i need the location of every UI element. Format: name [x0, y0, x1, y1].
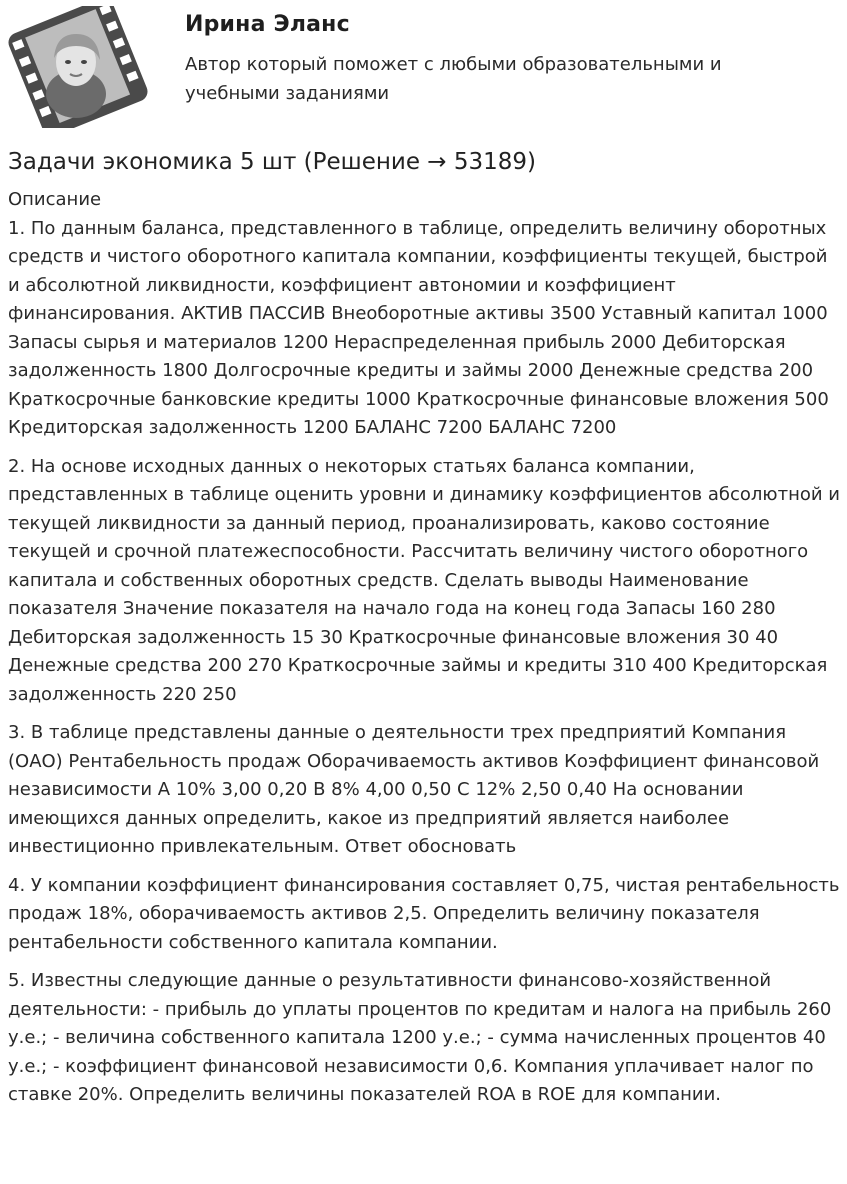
task-item: 1. По данным баланса, представленного в таблице, определить величину оборотных средств и чистого оборотного капитала компании, коэффициенты текущей, быстрой и абсолютной ликвидности, коэффициент автономии и коэффициент финансирования. АКТИВ ПАССИВ Внеоборотные активы 3500 Уставный капитал 1000 Запасы сырья и материалов 1200 Нераспределенная прибыль 2000 Дебиторская задолженность 1800 Долгосрочные кредиты и займы 2000 Денежные средства 200 Краткосрочные банковские кредиты 1000 Краткосрочные финансовые вложения 500 Кредиторская задолженность 1200 БАЛАНС 7200 БАЛАНС 7200 [8, 217, 829, 438]
avatar-film-frame-image [6, 6, 150, 128]
task-item: 4. У компании коэффициент финансирования составляет 0,75, чистая рентабельность продаж 18%, оборачиваемость активов 2,5. Определить величину показателя рентабельности собственного капитала компании. [8, 874, 840, 953]
description-label: Описание [8, 189, 102, 210]
author-name[interactable]: Ирина Эланс [185, 12, 350, 37]
task-item: 3. В таблице представлены данные о деятельности трех предприятий Компания (ОАО) Рентабельность продаж Оборачиваемость активов Коэффициент финансовой независимости А 10% 3,00 0,20 В 8% 4,00 0,50 С 12% 2,50 0,40 На основании имеющихся данных определить, какое из предприятий является наиболее инвестиционно привлекательным. Ответ обосновать [8, 722, 820, 857]
author-header [0, 0, 847, 130]
author-description: Автор который поможет с любыми образовательными и учебными заданиями [185, 54, 722, 104]
description-content [8, 186, 842, 1120]
task-item: 5. Известны следующие данные о результативности финансово-хозяйственной деятельности: - прибыль до уплаты процентов по кредитам и налога на прибыль 260 у.е.; - величина собственного капитала 1200 у.е.; - сумма начисленных процентов 40 у.е.; - коэффициент финансовой независимости 0,6. Компания уплачивает налог по ставке 20%. Определить величины показателей ROA в ROE для компании. [8, 970, 832, 1105]
author-avatar[interactable] [6, 6, 150, 128]
page-title: Задачи экономика 5 шт (Решение → 53189) [8, 149, 537, 175]
task-item: 2. На основе исходных данных о некоторых статьях баланса компании, представленных в таблице оценить уровни и динамику коэффициентов абсолютной и текущей ликвидности за данный период, проанализировать, каково состояние текущей и срочной платежеспособности. Рассчитать величину чистого оборотного капитала и собственных оборотных средств. Сделать выводы Наименование показателя Значение показателя на начало года на конец года Запасы 160 280 Дебиторская задолженность 15 30 Краткосрочные финансовые вложения 30 40 Денежные средства 200 270 Краткосрочные займы и кредиты 310 400 Кредиторская задолженность 220 250 [8, 455, 840, 705]
